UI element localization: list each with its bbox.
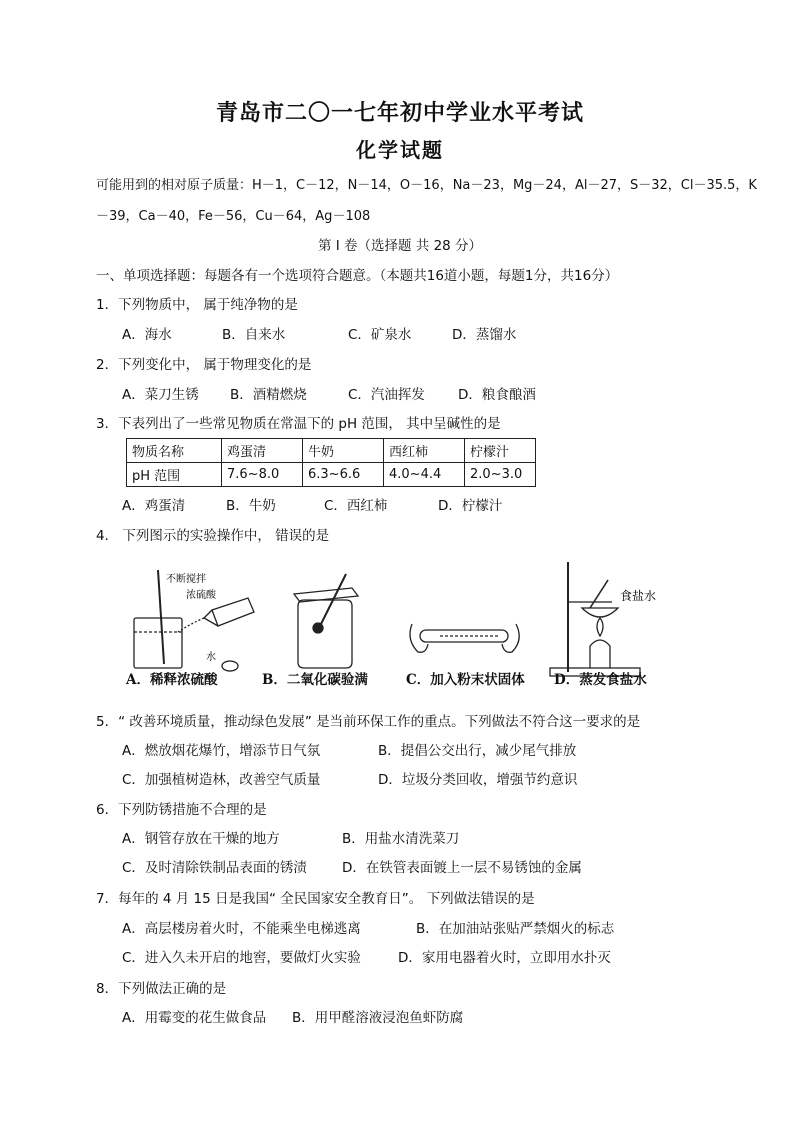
table-cell: 鸡蛋清	[222, 439, 303, 463]
question-8-option-b: B．用甲醛溶液浸泡鱼虾防腐	[292, 1010, 464, 1026]
exam-title: 青岛市二〇一七年初中学业水平考试	[215, 101, 584, 126]
exam-subtitle: 化学试题	[356, 138, 444, 162]
table-cell: 牛奶	[303, 439, 384, 463]
question-7-option-d: D．家用电器着火时，立即用水扑灭	[398, 950, 611, 966]
question-7-option-c: C．进入久未开启的地窖，要做灯火实验	[122, 950, 361, 966]
label-salt-water: 食盐水	[620, 589, 657, 603]
question-3-stem: 3．下表列出了一些常见物质在常温下的 pH 范围， 其中呈碱性的是	[96, 416, 501, 432]
question-6-option-a: A．钢管存放在干燥的地方	[122, 831, 280, 847]
atomic-mass-line1: 可能用到的相对原子质量：H－1，C－12，N－14，O－16，Na－23，Mg－24，Al－27，S－32，Cl－35.5，K	[96, 178, 757, 193]
question-4-option-a: A．稀释浓硫酸	[126, 672, 218, 688]
question-7-option-a: A．高层楼房着火时，不能乘坐电梯逃离	[122, 921, 361, 937]
evaporation-illustration	[550, 562, 640, 676]
question-1-option-b: B．自来水	[222, 327, 286, 343]
question-2-option-d: D．粮食酿酒	[458, 387, 536, 403]
question-8-option-a: A．用霉变的花生做食品	[122, 1010, 267, 1026]
question-6-option-c: C．及时清除铁制品表面的锈渍	[122, 860, 307, 876]
question-5-option-b: B．提倡公交出行，减少尾气排放	[378, 743, 577, 759]
question-3-option-a: A．鸡蛋清	[122, 498, 186, 514]
question-6-stem: 6．下列防锈措施不合理的是	[96, 802, 267, 818]
table-row	[127, 463, 536, 487]
question-1-option-a: A．海水	[122, 327, 172, 343]
question-4-option-b: B．二氧化碳验满	[262, 672, 368, 688]
question-4-option-d: D．蒸发食盐水	[554, 672, 647, 688]
table-cell: 7.6~8.0	[222, 463, 303, 487]
question-7-option-b: B．在加油站张贴严禁烟火的标志	[416, 921, 615, 937]
ph-range-table	[126, 438, 536, 487]
table-cell: 物质名称	[127, 439, 222, 463]
question-1-stem: 1．下列物质中， 属于纯净物的是	[96, 297, 298, 313]
section-title: 第 I 卷（选择题 共 28 分）	[317, 238, 483, 254]
table-cell: 西红柿	[384, 439, 465, 463]
table-cell: 6.3~6.6	[303, 463, 384, 487]
powder-tube-illustration	[410, 624, 519, 652]
question-1-option-d: D．蒸馏水	[452, 327, 517, 343]
question-1-option-c: C．矿泉水	[348, 327, 412, 343]
table-row	[127, 439, 536, 463]
atomic-mass-line2: －39，Ca－40，Fe－56，Cu－64，Ag－108	[96, 209, 371, 224]
question-3-option-b: B．牛奶	[226, 498, 276, 514]
question-3-option-d: D．柠檬汁	[438, 498, 503, 514]
table-cell: 4.0~4.4	[384, 463, 465, 487]
co2-test-illustration	[294, 574, 358, 668]
question-5-stem: 5．“ 改善环境质量，推动绿色发展” 是当前环保工作的重点。下列做法不符合这一要求的是	[96, 714, 641, 730]
question-2-stem: 2．下列变化中， 属于物理变化的是	[96, 357, 312, 373]
question-2-option-b: B．酒精燃烧	[230, 387, 307, 403]
question-8-stem: 8．下列做法正确的是	[96, 981, 227, 997]
question-5-option-a: A．燃放烟花爆竹，增添节日气氛	[122, 743, 321, 759]
part-one-instructions: 一、单项选择题：每题各有一个选项符合题意。（本题共16道小题，每题1分，共16分）	[96, 268, 619, 284]
question-5-option-c: C．加强植树造林，改善空气质量	[122, 772, 321, 788]
question-3-option-c: C．西红柿	[324, 498, 388, 514]
question-2-option-c: C．汽油挥发	[348, 387, 425, 403]
table-cell: 柠檬汁	[465, 439, 536, 463]
label-acid: 浓硫酸	[186, 590, 216, 601]
question-4-stem: 4． 下列图示的实验操作中， 错误的是	[96, 528, 330, 544]
question-6-option-b: B．用盐水清洗菜刀	[342, 831, 460, 847]
question-6-option-d: D．在铁管表面镀上一层不易锈蚀的金属	[342, 860, 582, 876]
dilute-acid-illustration	[134, 570, 254, 671]
table-cell: pH 范围	[127, 463, 222, 487]
question-5-option-d: D．垃圾分类回收，增强节约意识	[378, 772, 578, 788]
label-stir: 不断搅拌	[166, 574, 206, 585]
question-4-option-c: C．加入粉末状固体	[406, 672, 525, 688]
question-7-stem: 7．每年的 4 月 15 日是我国“ 全民国家安全教育日”。 下列做法错误的是	[96, 891, 535, 907]
table-cell: 2.0~3.0	[465, 463, 536, 487]
label-water: 水	[206, 652, 216, 663]
question-2-option-a: A．菜刀生锈	[122, 387, 199, 403]
